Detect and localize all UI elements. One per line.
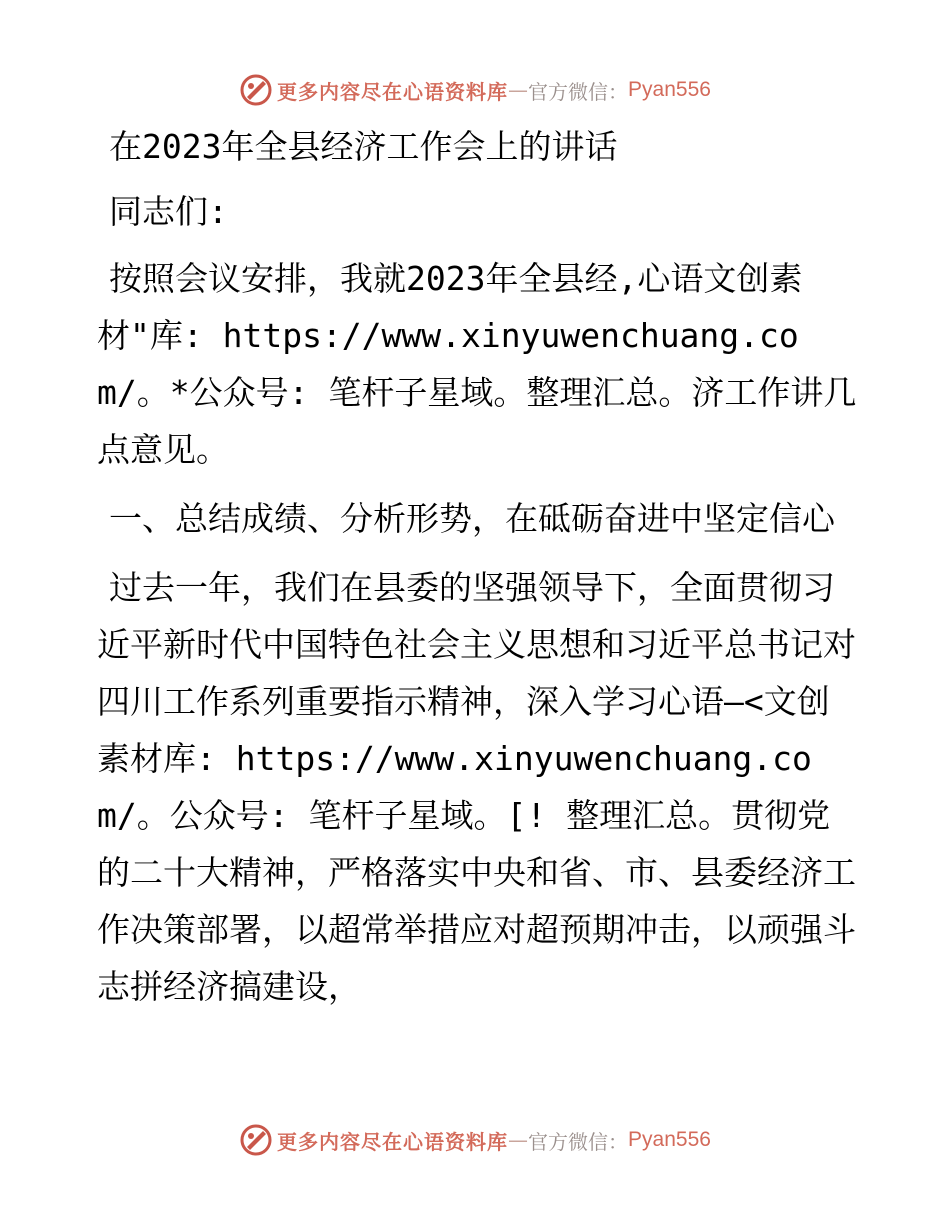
banner-separator: — xyxy=(508,78,529,102)
banner-slogan: 更多内容尽在心语资料库 xyxy=(277,79,509,104)
document-greeting: 同志们: xyxy=(109,192,228,231)
banner-wechat-label: 官方微信： xyxy=(528,1129,629,1154)
section-heading: 一、总结成绩、分析形势，在砥砺奋进中坚定信心 xyxy=(109,499,835,538)
document-body xyxy=(97,118,857,1027)
banner-separator: — xyxy=(508,1128,529,1152)
header-banner xyxy=(0,70,950,110)
banner-wechat-id: Pyan556 xyxy=(628,78,711,101)
quill-seal-logo-icon xyxy=(239,1123,273,1157)
document-title: 在2023年全县经济工作会上的讲话 xyxy=(109,127,618,166)
paragraph: 按照会议安排，我就2023年全县经,心语文创素材"库: https://www.xinyuwenchuang.com/。*公众号: 笔杆子星域。整理汇总。济工作讲几点意见。 xyxy=(97,259,857,469)
paragraph: 过去一年，我们在县委的坚强领导下，全面贯彻习近平新时代中国特色社会主义思想和习近平总书记对四川工作系列重要指示精神，深入学习心语—<文创素材库: https://www.xinyuwenchuang.com/。公众号: 笔杆子星域。[! 整理汇总。贯彻党的二十大精神，严格落实中央和省、市、县委经济工作决策部署，以超常举措应对超预期冲击，以顽强斗志拼经济搞建设， xyxy=(97,568,856,1006)
banner-slogan: 更多内容尽在心语资料库 xyxy=(277,1129,509,1154)
banner-wechat-id: Pyan556 xyxy=(628,1128,711,1151)
footer-banner xyxy=(0,1120,950,1160)
quill-seal-logo-icon xyxy=(239,73,273,107)
banner-wechat-label: 官方微信： xyxy=(528,79,629,104)
